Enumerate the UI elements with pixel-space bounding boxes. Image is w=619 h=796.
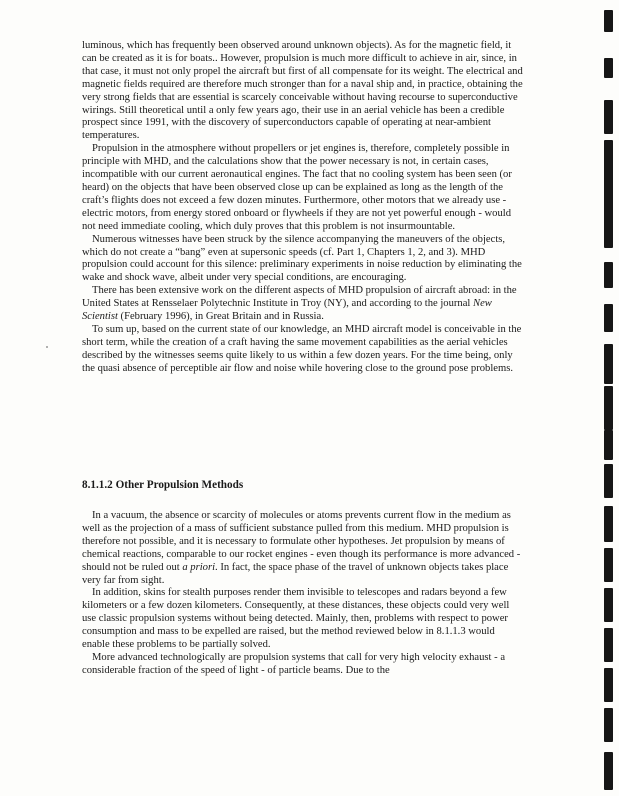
binder-mark [604, 430, 613, 460]
binder-mark [604, 464, 613, 498]
binder-mark [604, 708, 613, 742]
journal-tail: (February 1996), in Great Britain and in Russia. [117, 311, 324, 323]
paragraph-advanced-propulsion: More advanced technologically are propulsion systems that call for very high velocity exhaust - a considerable fraction of the speed of light - of particle beams. Due to the [82, 651, 506, 676]
binder-mark [604, 668, 613, 702]
binder-mark [604, 222, 613, 248]
paragraph-stealth: In addition, skins for stealth purposes render them invisible to telescopes and radars beyond a few kilometers or a few dozen kilometers. Consequently, at these distances, these objects could very well use classic propulsion systems without being detected. Mainly, then, problems with respect to power consumption and mass to be expelled are raised, but the method reviewed below in 8.1.1.3 would enable these problems to be partially solved. [82, 587, 510, 651]
paragraph-mhd-work-abroad [82, 285, 524, 324]
section-heading: 8.1.1.2 Other Propulsion Methods [82, 479, 244, 491]
binder-mark [604, 10, 613, 32]
binder-mark [604, 100, 613, 134]
vacuum-text-b: . In fact, the space phase of the travel of unknown objects takes place very far from sight. [82, 561, 509, 586]
binder-mark [604, 58, 613, 78]
binder-mark [604, 386, 613, 430]
italic-a-priori: a priori [182, 561, 216, 573]
binder-mark [604, 548, 613, 582]
binder-mark [604, 262, 613, 288]
binder-mark [604, 304, 613, 332]
paragraph-magnetic-field: luminous, which has frequently been observed around unknown objects). As for the magnetic field, it can be created as it is for boats.. However, propulsion is much more difficult to achieve in air, since, in that case, it must not only propel the aircraft but first of all compensate for its weight. The electrical and magnetic fields required are therefore much stronger than for a naval ship and, in practice, obtaining the very strong fields that are essential is scarcely conceivable without having recourse to superconductive wirings. Still theoretical until a only few years ago, their use in an aerial vehicle has been a credible prospect since 1991, with the discovery of superconductors capable of operating at near-ambient temperatures. [82, 40, 523, 142]
paragraph-mhd-work-text: There has been extensive work on the different aspects of MHD propulsion of aircraft abroad: in the United States at Rensselaer Polytechnic Institute in Troy (NY), and according to the journal [82, 285, 517, 310]
paragraph-sum-up: To sum up, based on the current state of our knowledge, an MHD aircraft model is conceivable in the short term, while the creation of a craft having the same movement capabilities as the aerial vehicles described by the witnesses seems quite likely to us within a few dozen years. For the time being, only the quasi absence of perceptible air flow and noise while hovering close to the ground pose problems. [82, 323, 522, 374]
binder-mark [604, 588, 613, 622]
binder-mark [604, 344, 613, 384]
binder-mark [604, 506, 613, 542]
top-text-block [82, 40, 524, 376]
vacuum-text-a: In a vacuum, the absence or scarcity of molecules or atoms prevents current flow in the medium as well as the projection of a mass of sufficient substance pulled from this medium. MHD propulsion is therefore not possible, and it is necessary to formulate other hypotheses. Jet propulsion by means of chemical reactions, comparable to our rocket engines - even though its performance is more advanced - should not be ruled out [82, 510, 521, 573]
binder-mark [604, 178, 613, 224]
binder-mark [604, 628, 613, 662]
journal-name: New Scientist [82, 298, 492, 323]
bottom-text-block [82, 510, 524, 678]
scan-speck [46, 346, 48, 348]
paragraph-vacuum [82, 510, 524, 587]
paragraph-atmosphere-propulsion: Propulsion in the atmosphere without propellers or jet engines is, therefore, completely possible in principle with MHD, and the calculations show that the power necessary is not, in certain cases, incompatible with our current aeronautical engines. The fact that no cooling system has been seen (or heard) on the objects that have been observed close up can be explained as long as the length of the craft’s flights does not exceed a few dozen minutes. Furthermore, other motors that we already use - electric motors, from energy stored onboard or flywheels if they are not yet powerful enough - would not need immediate cooling, which duly proves that this problem is not insurmountable. [82, 143, 512, 232]
paragraph-silence: Numerous witnesses have been struck by the silence accompanying the maneuvers of the objects, which do not create a “bang” even at supersonic speeds (cf. Part 1, Chapters 1, 2, and 3). MHD propulsion could account for this silence: preliminary experiments in noise reduction by eliminating the wake and shock wave, albeit under very special conditions, are encouraging. [82, 233, 522, 284]
binder-mark [604, 752, 613, 790]
